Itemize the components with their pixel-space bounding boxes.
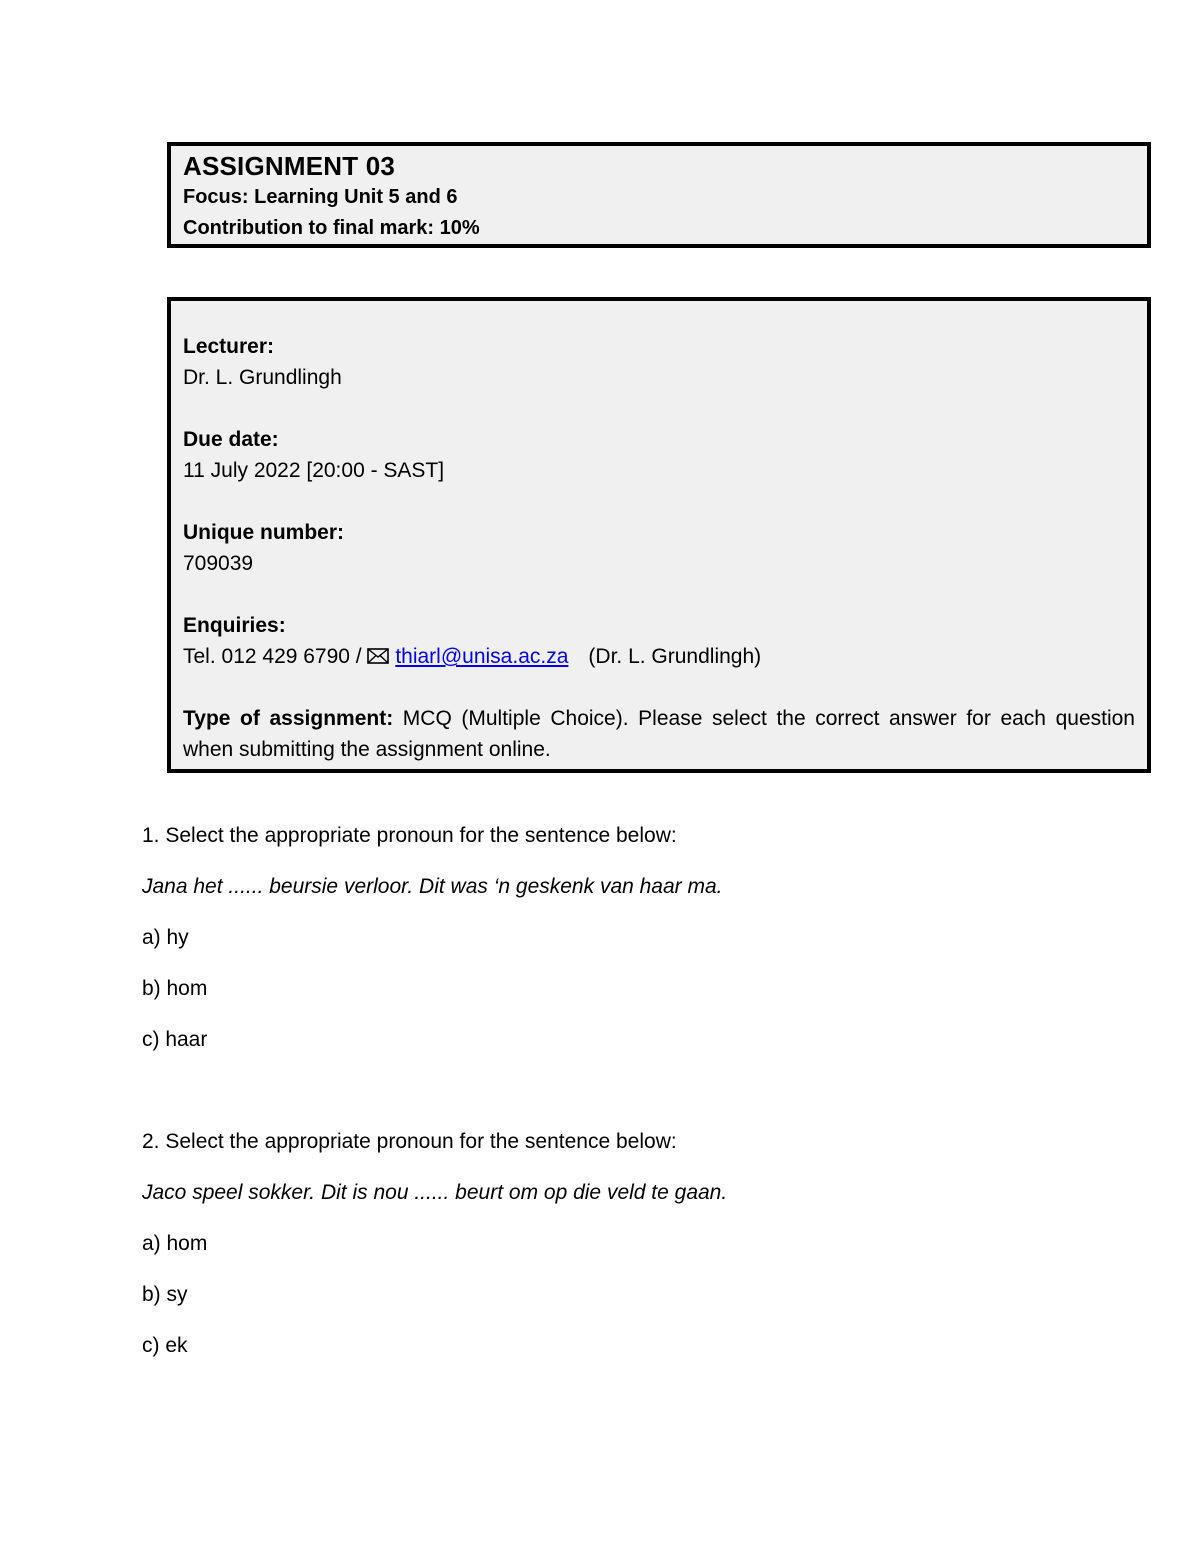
envelope-icon <box>367 641 389 672</box>
enquiries-tel: Tel. 012 429 6790 / <box>183 645 368 668</box>
unique-number-label: Unique number: <box>183 521 344 544</box>
option-a[interactable]: a) hom <box>142 1232 208 1255</box>
due-date-label: Due date: <box>183 428 279 451</box>
option-a[interactable]: a) hy <box>142 926 189 949</box>
assignment-focus: Focus: Learning Unit 5 and 6 <box>183 186 458 208</box>
option-b[interactable]: b) sy <box>142 1283 188 1306</box>
unique-number-value: 709039 <box>183 552 254 575</box>
assignment-header-box <box>167 142 1151 248</box>
question-sentence: Jaco speel sokker. Dit is nou ...... beurt om op die veld te gaan. <box>142 1181 728 1204</box>
option-c[interactable]: c) haar <box>142 1028 208 1051</box>
assignment-type-value: MCQ (Multiple Choice). Please select the correct answer for each question when submitting the assignment online. <box>183 707 1135 761</box>
question-prompt: 2. Select the appropriate pronoun for the sentence below: <box>142 1130 677 1153</box>
question-2 <box>142 1126 1152 1361</box>
assignment-type-label: Type of assignment: <box>183 707 394 730</box>
questions-list <box>142 820 1152 1381</box>
enquiries-value <box>183 641 1135 672</box>
lecturer-value: Dr. L. Grundlingh <box>183 366 342 389</box>
lecturer-block <box>183 331 1135 393</box>
question-1 <box>142 820 1152 1055</box>
lecturer-label: Lecturer: <box>183 335 275 358</box>
enquiries-contact-name: (Dr. L. Grundlingh) <box>588 645 762 668</box>
assignment-type <box>183 703 1135 765</box>
question-spacer <box>142 1075 1152 1126</box>
question-sentence: Jana het ...... beursie verloor. Dit was ‘n geskenk van haar ma. <box>142 875 723 898</box>
question-prompt: 1. Select the appropriate pronoun for the sentence below: <box>142 824 677 847</box>
enquiries-email-link[interactable]: thiarl@unisa.ac.za <box>395 645 569 668</box>
enquiries-label: Enquiries: <box>183 614 286 637</box>
option-c[interactable]: c) ek <box>142 1334 188 1357</box>
enquiries-block <box>183 610 1135 672</box>
due-date-block <box>183 424 1135 486</box>
assignment-contribution: Contribution to final mark: 10% <box>183 217 480 239</box>
due-date-value: 11 July 2022 [20:00 - SAST] <box>183 459 445 482</box>
option-b[interactable]: b) hom <box>142 977 208 1000</box>
assignment-info-box <box>167 297 1151 773</box>
unique-number-block <box>183 517 1135 579</box>
assignment-title: ASSIGNMENT 03 <box>183 151 396 181</box>
